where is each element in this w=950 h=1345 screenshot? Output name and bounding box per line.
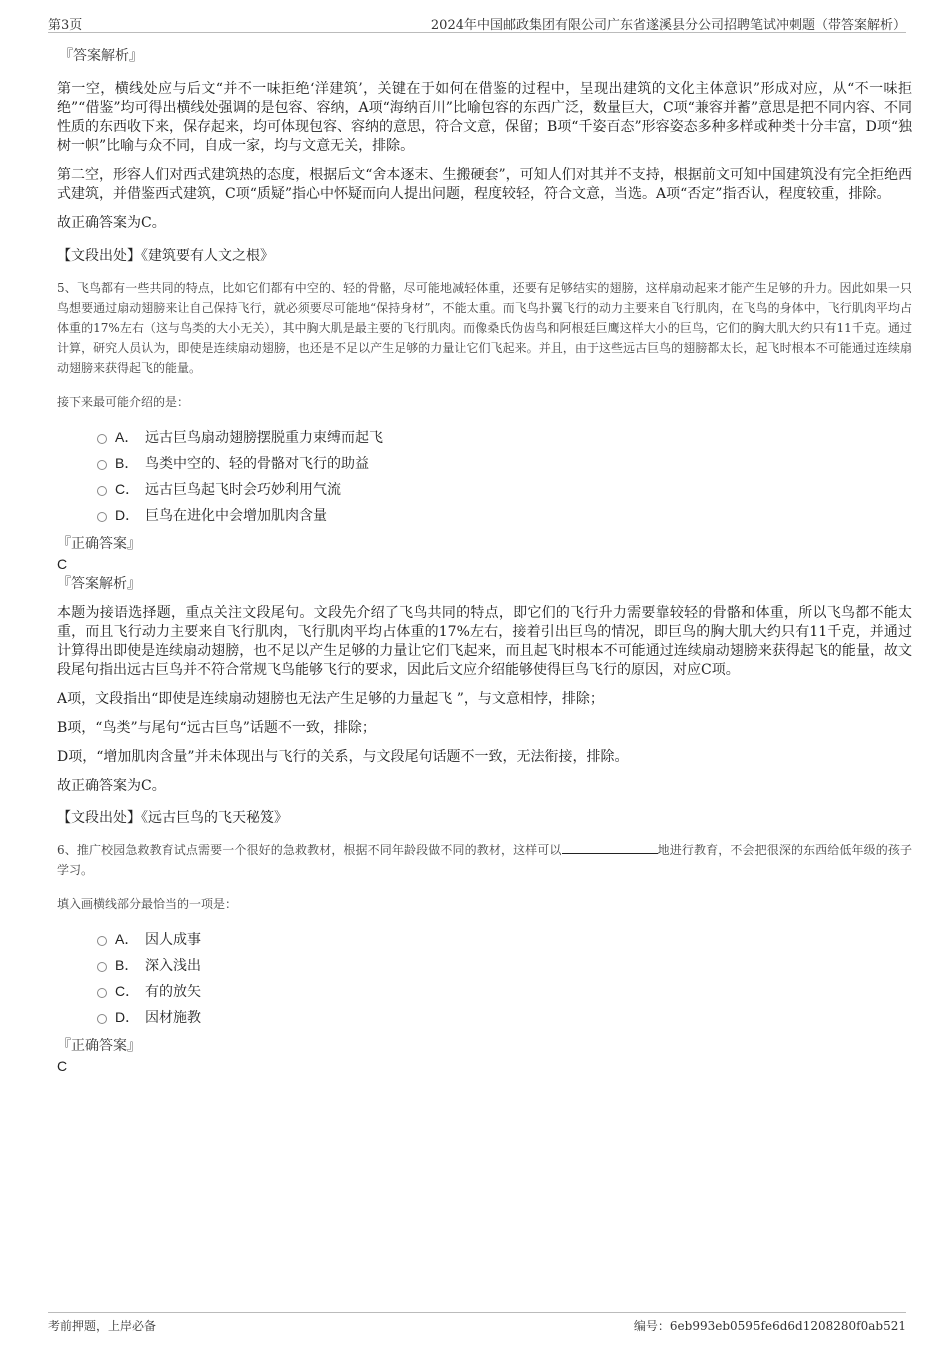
analysis-heading: 『答案解析』 [57, 576, 141, 592]
correct-answer: C [57, 556, 68, 572]
option-d[interactable] [97, 502, 912, 528]
option-letter: B． [115, 957, 139, 973]
page-footer [48, 1312, 906, 1337]
conclusion: 故正确答案为C。 [57, 778, 166, 794]
option-text: 因材施教 [145, 1010, 201, 1026]
option-c[interactable] [97, 978, 912, 1004]
radio-button[interactable] [97, 460, 107, 470]
stem-after-blank: 地进行教育，不会把很深的东西给低年级的孩子学习。 [57, 843, 912, 877]
option-text: 远古巨鸟扇动翅膀摆脱重力束缚而起飞 [145, 430, 383, 446]
question-stem [57, 840, 912, 880]
radio-button[interactable] [97, 962, 107, 972]
option-text: 深入浅出 [145, 958, 201, 974]
radio-button[interactable] [97, 434, 107, 444]
option-b[interactable] [97, 952, 912, 978]
source-citation: 【文段出处】《远古巨鸟的飞天秘笈》 [57, 810, 288, 826]
option-a[interactable] [97, 424, 912, 450]
answer-heading: 『正确答案』 [57, 1038, 141, 1054]
source-citation: 【文段出处】《建筑要有人文之根》 [57, 248, 274, 264]
option-list [97, 926, 912, 1030]
correct-answer: C [57, 1058, 68, 1074]
option-text: 鸟类中空的、轻的骨骼对飞行的助益 [145, 456, 369, 472]
option-letter: B． [115, 455, 139, 471]
analysis-paragraph: D项，“增加肌肉含量”并未体现出与飞行的关系，与文段尾句话题不一致，无法衔接，排除。 [57, 749, 629, 765]
analysis-paragraph: 第一空，横线处应与后文“并不一味拒绝‘洋建筑’，关键在于如何在借鉴的过程中，呈现出建筑的文化主体意识”形成对应，从“不一味拒绝”“借鉴”均可得出横线处强调的是包容、容纳，A项“海纳百川”比喻包容的东西广泛，数量巨大，C项“兼容并蓄”意思是把不同内容、不同性质的东西收下来，保存起来，均可体现包容、容纳的意思，符合文意，保留；B项“千姿百态”形容姿态多种多样或种类十分丰富，D项“独树一帜”比喻与众不同，自成一家，均与文意无关，排除。 [57, 81, 912, 154]
option-a[interactable] [97, 926, 912, 952]
option-letter: C． [115, 481, 140, 497]
radio-button[interactable] [97, 512, 107, 522]
option-letter: D． [115, 507, 140, 523]
document-id: 编号：6eb993eb0595fe6d6d1208280f0ab521 [633, 1319, 906, 1333]
option-letter: D． [115, 1009, 140, 1025]
option-list [97, 424, 912, 528]
fill-in-blank [562, 841, 658, 854]
analysis-paragraph: 本题为接语选择题，重点关注文段尾句。文段先介绍了飞鸟共同的特点，即它们的飞行升力需要靠较轻的骨骼和体重，所以飞鸟都不能太重，而且飞行动力主要来自飞行肌肉，飞行肌肉平均占体重的17%左右，接着引出巨鸟的情况，即巨鸟的胸大肌大约只有11千克，并通过计算得出即使是连续扇动翅膀，也不足以产生足够的力量让它们飞起来，而且起飞时根本不可能通过连续扇动翅膀来获得起飞的能量，故文段尾句指出远古巨鸟并不符合常规飞鸟能够飞行的要求，因此后文应介绍能够使得巨鸟飞行的原因，对应C项。 [57, 605, 912, 678]
option-text: 因人成事 [145, 932, 201, 948]
analysis-paragraph: B项，“鸟类”与尾句“远古巨鸟”话题不一致，排除； [57, 720, 376, 736]
analysis-paragraph: 第二空，形容人们对西式建筑热的态度，根据后文“舍本逐末、生搬硬套”，可知人们对其并不支持，根据前文可知中国建筑没有完全拒绝西式建筑，并借鉴西式建筑，C项“质疑”指心中怀疑而向人提出问题，程度较轻，符合文意，当选。A项“否定”指否认，程度较重，排除。 [57, 167, 912, 202]
radio-button[interactable] [97, 1014, 107, 1024]
analysis-heading: 『答案解析』 [59, 48, 143, 64]
question-prompt: 填入画横线部分最恰当的一项是： [57, 897, 238, 911]
option-letter: C． [115, 983, 140, 999]
option-letter: A． [115, 429, 139, 445]
page-content [57, 46, 912, 1076]
radio-button[interactable] [97, 988, 107, 998]
option-text: 有的放矢 [145, 984, 201, 1000]
document-title: 2024年中国邮政集团有限公司广东省遂溪县分公司招聘笔试冲刺题（带答案解析） [430, 18, 906, 33]
answer-heading: 『正确答案』 [57, 536, 141, 552]
option-d[interactable] [97, 1004, 912, 1030]
question-stem: 5、飞鸟都有一些共同的特点，比如它们都有中空的、轻的骨骼，尽可能地减轻体重，还要有足够结实的翅膀，这样扇动起来才能产生足够的升力。因此如果一只鸟想要通过扇动翅膀来让自己保持飞行，就必须要尽可能地“保持身材”，不能太重。而飞鸟扑翼飞行的动力主要来自飞行肌肉，在飞鸟的身体中，飞行肌肉平均占体重的17%左右（这与鸟类的大小无关），其中胸大肌是最主要的飞行肌肉。而像桑氏伪齿鸟和阿根廷巨鹰这样大小的巨鸟，它们的胸大肌大约只有11千克。通过计算，研究人员认为，即使是连续扇动翅膀，也还是不足以产生足够的力量让它们飞起来。并且，由于这些远古巨鸟的翅膀都太长，起飞时根本不可能通过连续扇动翅膀来获得起飞的能量。 [57, 281, 912, 375]
page-number: 第3页 [48, 18, 83, 33]
option-text: 巨鸟在进化中会增加肌肉含量 [145, 508, 327, 524]
radio-button[interactable] [97, 486, 107, 496]
page-header [48, 12, 906, 33]
analysis-paragraph: A项，文段指出“即使是连续扇动翅膀也无法产生足够的力量起飞 ”，与文意相悖，排除； [57, 691, 604, 707]
option-b[interactable] [97, 450, 912, 476]
option-text: 远古巨鸟起飞时会巧妙利用气流 [145, 482, 341, 498]
footer-slogan: 考前押题，上岸必备 [48, 1319, 157, 1333]
question-prompt: 接下来最可能介绍的是： [57, 395, 190, 409]
radio-button[interactable] [97, 936, 107, 946]
option-c[interactable] [97, 476, 912, 502]
conclusion: 故正确答案为C。 [57, 215, 166, 231]
option-letter: A． [115, 931, 139, 947]
stem-before-blank: 6、推广校园急救教育试点需要一个很好的急救教材，根据不同年龄段做不同的教材，这样可以 [57, 843, 562, 857]
